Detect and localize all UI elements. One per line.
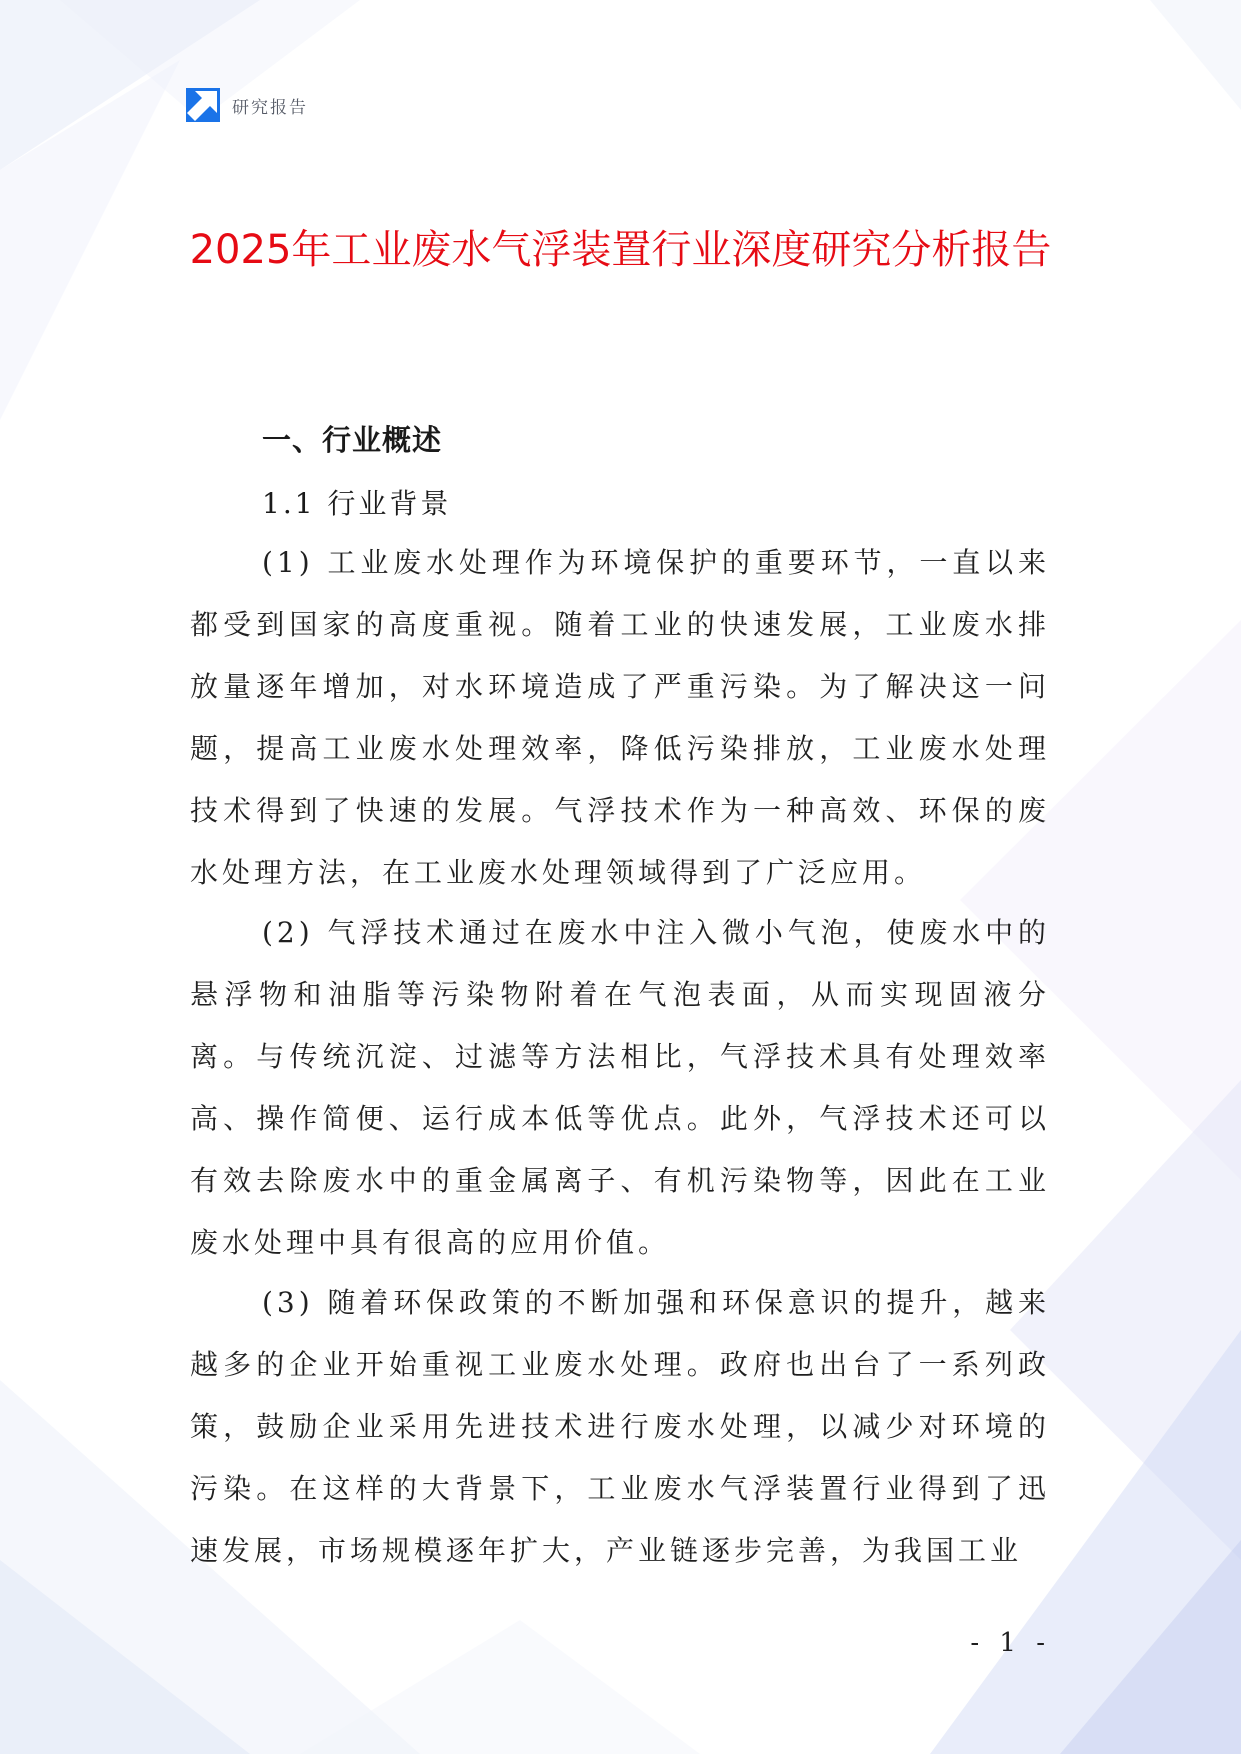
report-header xyxy=(186,88,308,122)
arrow-up-right-icon xyxy=(186,88,220,122)
subsection-heading: 1.1 行业背景 xyxy=(262,487,452,520)
paragraph-2: (2) 气浮技术通过在废水中注入微小气泡，使废水中的悬浮物和油脂等污染物附着在气泡表面，从而实现固液分离。与传统沉淀、过滤等方法相比，气浮技术具有处理效率高、操作简便、运行成本低等优点。此外，气浮技术还可以有效去除废水中的重金属离子、有机污染物等，因此在工业废水处理中具有很高的应用价值。 xyxy=(190,916,1050,1259)
header-label: 研究报告 xyxy=(232,97,308,118)
paragraph-1: (1) 工业废水处理作为环境保护的重要环节，一直以来都受到国家的高度重视。随着工业的快速发展，工业废水排放量逐年增加，对水环境造成了严重污染。为了解决这一问题，提高工业废水处理效率，降低污染排放，工业废水处理技术得到了快速的发展。气浮技术作为一种高效、环保的废水处理方法，在工业废水处理领域得到了广泛应用。 xyxy=(190,546,1050,889)
document-title: 2025年工业废水气浮装置行业深度研究分析报告 xyxy=(189,227,1052,273)
paragraph-3: (3) 随着环保政策的不断加强和环保意识的提升，越来越多的企业开始重视工业废水处理。政府也出台了一系列政策，鼓励企业采用先进技术进行废水处理，以减少对环境的污染。在这样的大背景下，工业废水气浮装置行业得到了迅速发展，市场规模逐年扩大，产业链逐步完善，为我国工业 xyxy=(190,1286,1050,1567)
page-number: - 1 - xyxy=(970,1628,1051,1658)
section-heading: 一、行业概述 xyxy=(262,423,443,457)
